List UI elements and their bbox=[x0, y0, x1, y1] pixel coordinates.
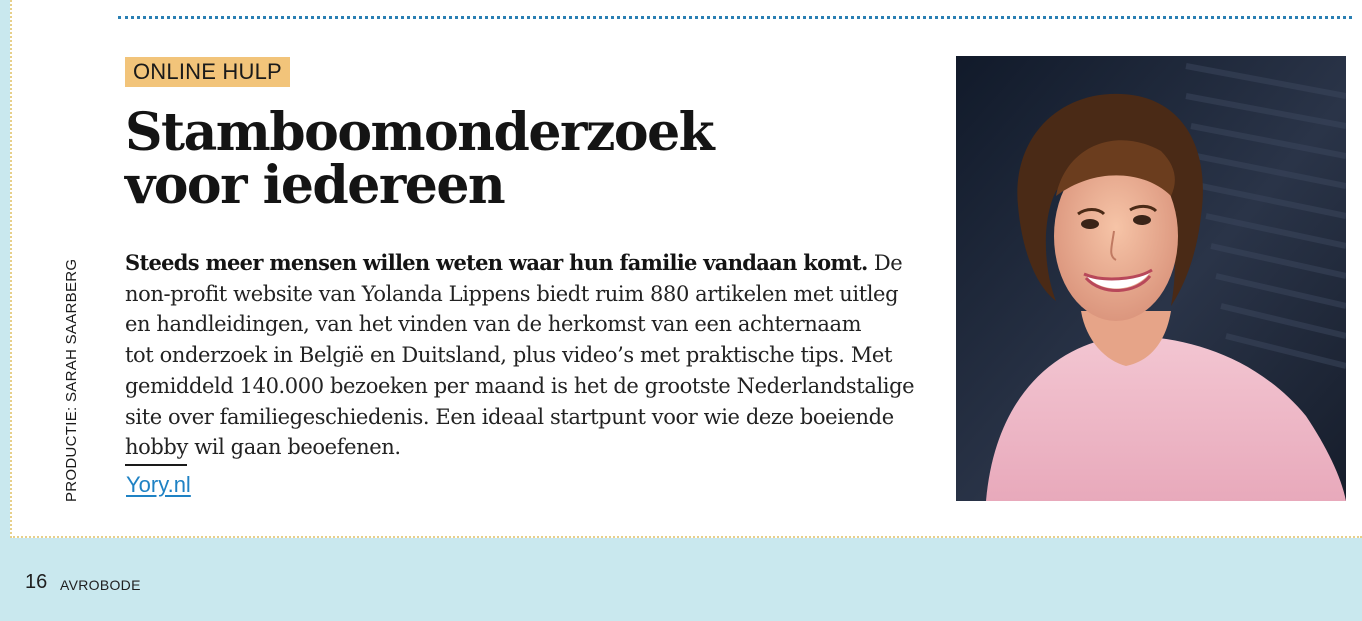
body-line-6: site over familiegeschiedenis. Een ideaal startpunt voor wie deze boeiende bbox=[125, 404, 894, 429]
body-text: De bbox=[873, 251, 903, 275]
website-link[interactable]: Yory.nl bbox=[126, 472, 191, 497]
body-line-7: hobby wil gaan beoefenen. bbox=[125, 435, 401, 460]
page-number: 16 bbox=[25, 571, 48, 593]
headline-line-1: Stamboomonderzoek bbox=[125, 102, 714, 163]
portrait-photo bbox=[956, 56, 1346, 501]
headline-line-2: voor iedereen bbox=[125, 155, 505, 216]
publication-name: AVROBODE bbox=[60, 577, 141, 593]
headline bbox=[125, 102, 714, 216]
body-line-2: non-profit website van Yolanda Lippens biedt ruim 880 artikelen met uitleg bbox=[125, 281, 899, 306]
article-page bbox=[10, 0, 1362, 538]
body-line-1 bbox=[125, 248, 905, 279]
article-body bbox=[125, 248, 915, 463]
dotted-rule bbox=[118, 16, 1352, 19]
body-line-3: en handleidingen, van het vinden van de herkomst van een achternaam bbox=[125, 312, 862, 337]
body-line-4: tot onderzoek in België en Duitsland, plus video’s met praktische tips. Met bbox=[125, 343, 892, 368]
body-line-5: gemiddeld 140.000 bezoeken per maand is het de grootste Nederlandstalige bbox=[125, 373, 915, 398]
link-accent-rule bbox=[125, 464, 187, 466]
portrait-photo-icon bbox=[956, 56, 1346, 501]
lead-text: Steeds meer mensen willen weten waar hun familie vandaan komt. bbox=[125, 250, 868, 275]
production-credit: PRODUCTIE: SARAH SAARBERG bbox=[63, 258, 80, 502]
category-label: ONLINE HULP bbox=[125, 57, 290, 87]
